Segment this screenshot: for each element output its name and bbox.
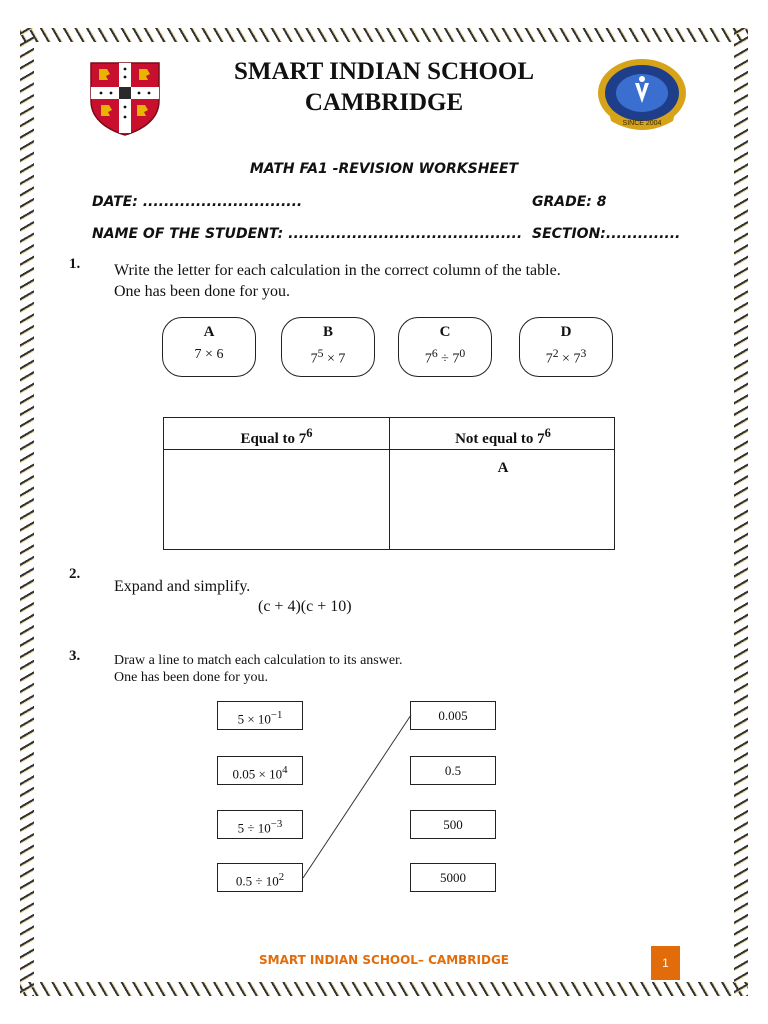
badge-text: SINCE 2004 (622, 120, 662, 127)
option-label: A (203, 324, 215, 340)
sorting-table (163, 417, 615, 550)
question-2-text: Expand and simplify. (114, 578, 251, 595)
question-3-text-line2: One has been done for you. (114, 670, 268, 685)
question-1-number: 1. (69, 256, 81, 272)
grade-field[interactable]: GRADE: 8 (532, 194, 607, 210)
answer-box[interactable]: 5000 (410, 863, 496, 892)
calculation-box[interactable]: $0.5 \div 10^2$ (217, 863, 303, 892)
section-field[interactable]: SECTION:.............. (532, 226, 681, 242)
answer-box[interactable]: 0.005 (410, 701, 496, 730)
option-card-d (519, 317, 613, 377)
page-footer: SMART INDIAN SCHOOL– CAMBRIDGE (259, 953, 509, 967)
page-number: 1 (651, 946, 680, 980)
date-field[interactable]: DATE: .............................. (92, 194, 303, 210)
question-3-number: 3. (69, 648, 81, 664)
question-1-text-line1: Write the letter for each calculation in the correct column of the table. (114, 262, 561, 279)
table-header-not-equal: Not equal to $7^6$ (455, 426, 551, 447)
calculation-box[interactable]: $0.05 \times 10^4$ (217, 756, 303, 785)
question-3-text-line1: Draw a line to match each calculation to its answer. (114, 653, 403, 668)
question-1-text-line2: One has been done for you. (114, 283, 290, 300)
option-expression: 7 × 6 (194, 347, 224, 362)
answer-box[interactable]: 0.5 (410, 756, 496, 785)
option-expression: $7^5 \times 7$ (310, 347, 346, 367)
school-name-line2: CAMBRIDGE (304, 89, 464, 116)
option-expression: $7^2 \times 7^3$ (545, 347, 587, 367)
table-entry: A (497, 460, 509, 476)
school-badge-logo (595, 55, 689, 135)
calculation-box[interactable]: $5 \times 10^{-1}$ (217, 701, 303, 730)
answer-box[interactable]: 500 (410, 810, 496, 839)
table-header-equal: Equal to $7^6$ (240, 426, 313, 447)
option-label: C (439, 324, 451, 340)
option-card-a (162, 317, 256, 377)
option-label: D (560, 324, 572, 340)
question-2-number: 2. (69, 566, 81, 582)
worksheet-title: MATH FA1 -REVISION WORKSHEET (249, 161, 519, 177)
school-name-line1: SMART INDIAN SCHOOL (233, 58, 535, 85)
calculation-box[interactable]: $5 \div 10^{-3}$ (217, 810, 303, 839)
student-name-field[interactable]: NAME OF THE STUDENT: ............................................ (92, 226, 523, 242)
equal-column-cell[interactable] (164, 450, 389, 550)
option-card-b (281, 317, 375, 377)
option-expression: $7^6 \div 7^0$ (424, 347, 466, 367)
page-border-bottom (20, 982, 748, 996)
page-border-top (20, 28, 748, 42)
question-2-expression: (c + 4)(c + 10) (258, 598, 352, 615)
option-label: B (322, 324, 333, 340)
option-card-c (398, 317, 492, 377)
not-equal-column-cell[interactable] (390, 450, 616, 550)
